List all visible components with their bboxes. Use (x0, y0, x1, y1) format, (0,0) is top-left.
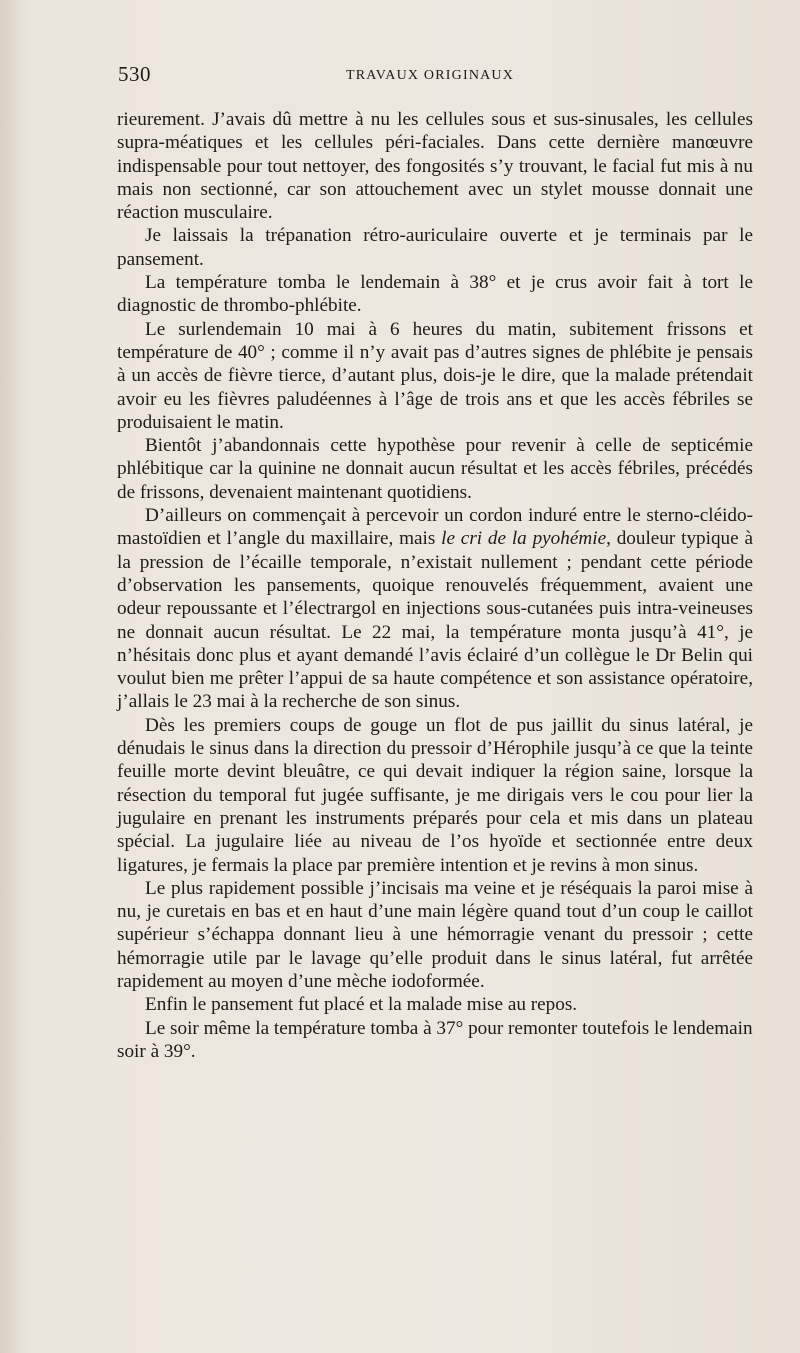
body-text (117, 108, 753, 1063)
italic-phrase: le cri de la pyohémie (441, 528, 607, 550)
paragraph: Je laissais la trépanation rétro-auriculaire ouverte et je terminais par le pansement. (117, 225, 753, 270)
page-header (118, 62, 758, 88)
paragraph: Dès les premiers coups de gouge un flot de pus jaillit du sinus latéral, je dénudais le sinus dans la direction du pressoir d’Hérophile jusqu’à ce que la teinte feuille morte devint bleuâtre, ce qui devait indiquer la région saine, lorsque la résection du temporal fut jugée suffisante, je me dirigais vers le cou pour lier la jugulaire en prenant les instruments préparés pour cela et mis dans un plateau spécial. La jugulaire liée au niveau de l’os hyoïde et sectionnée entre deux ligatures, je fermais la place par première intention et je revins à mon sinus. (117, 714, 753, 876)
paragraph (117, 504, 753, 714)
paragraph-text: , douleur typique à la pression de l’écaille temporale, n’existait nullement ; pendant cette période d’observation les pansements, quoique renouvelés fréquemment, avaient une odeur repoussante et l’électrargol en injections sous-cutanées puis intra-veineuses ne donnait aucun résultat. Le 22 mai, la température monta jusqu’à 41°, je n’hésitais donc plus et ayant demandé l’avis éclairé d’un collègue le Dr Belin qui voulut bien me prêter l’appui de sa haute compétence et son assistance opératoire, j’allais le 23 mai à la recherche de son sinus. (117, 528, 753, 713)
paragraph: La température tomba le lendemain à 38° et je crus avoir fait à tort le diagnostic de thrombo-phlébite. (117, 272, 753, 317)
paragraph: Le plus rapidement possible j’incisais ma veine et je réséquais la paroi mise à nu, je curetais en bas et en haut d’une main légère quand tout d’un coup le caillot supérieur s’échappa donnant lieu à une hémorragie venant du pressoir ; cette hémorragie utile par le lavage qu’elle produit dans le sinus latéral, fut arrêtée rapidement au moyen d’une mèche iodoformée. (117, 877, 753, 992)
paragraph: rieurement. J’avais dû mettre à nu les cellules sous et sus-sinusales, les cellules supra-méatiques et les cellules péri-faciales. Dans cette dernière manœuvre indispensable pour tout nettoyer, des fongosités s’y trouvant, le facial fut mis à nu mais non sectionné, car son attouchement avec un stylet mousse donnait une réaction musculaire. (117, 109, 753, 224)
paragraph: Le surlendemain 10 mai à 6 heures du matin, subitement frissons et température de 40° ; comme il n’y avait pas d’autres signes de phlébite je pensais à un accès de fièvre tierce, d’autant plus, dois-je le dire, que la malade prétendait avoir eu les fièvres paludéennes à l’âge de trois ans et que les accès fébriles se produisaient le matin. (117, 318, 753, 433)
page-number: 530 (118, 62, 151, 86)
paragraph: Bientôt j’abandonnais cette hypothèse pour revenir à celle de septicémie phlébitique car la quinine ne donnait aucun résultat et les accès fébriles, précédés de frissons, devenaient maintenant quotidiens. (117, 435, 753, 503)
paragraph: Le soir même la température tomba à 37° pour remonter toutefois le lendemain soir à 39°. (117, 1017, 753, 1062)
running-head: TRAVAUX ORIGINAUX (346, 68, 515, 83)
paragraph-text: D’ailleurs on commençait à percevoir un cordon induré entre le sterno-cléido-mastoïdien et l’angle du maxillaire, mais (117, 505, 753, 550)
paragraph: Enfin le pansement fut placé et la malade mise au repos. (145, 994, 578, 1016)
